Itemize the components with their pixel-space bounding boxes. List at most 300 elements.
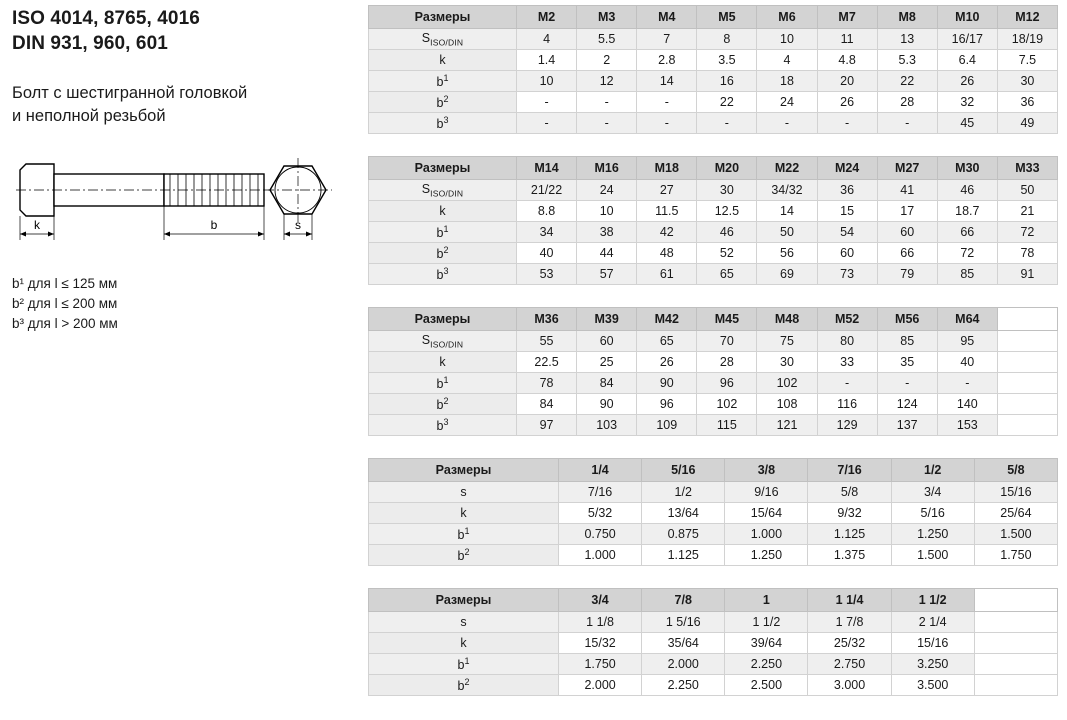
table-cell: 85 <box>877 331 937 352</box>
table-cell: 1.4 <box>517 50 577 71</box>
table-row <box>369 394 1058 415</box>
table-cell: 36 <box>817 180 877 201</box>
dimension-table-4 <box>368 458 1058 566</box>
table-cell: 12 <box>577 71 637 92</box>
row-header: $b^3$ <box>369 415 517 436</box>
table-cell: 1.125 <box>808 524 891 545</box>
footnotes <box>12 274 352 334</box>
column-header: 1 <box>725 589 808 612</box>
table-cell: 65 <box>637 331 697 352</box>
row-header: s <box>369 482 559 503</box>
column-header: M27 <box>877 157 937 180</box>
table-cell: 55 <box>517 331 577 352</box>
table-cell: 26 <box>817 92 877 113</box>
table-cell: 4 <box>517 29 577 50</box>
table-cell: 26 <box>937 71 997 92</box>
table-cell: 30 <box>757 352 817 373</box>
table-cell: - <box>937 373 997 394</box>
column-header: M3 <box>577 6 637 29</box>
table-cell: 60 <box>577 331 637 352</box>
table-cell: 116 <box>817 394 877 415</box>
table-cell: 72 <box>997 222 1057 243</box>
table-row <box>369 331 1058 352</box>
dimension-table-3 <box>368 307 1058 436</box>
table-cell: 57 <box>577 264 637 285</box>
table-cell: 46 <box>937 180 997 201</box>
column-header <box>974 589 1057 612</box>
column-header: 1/4 <box>559 459 642 482</box>
row-header: $S_{ISO/DIN}$ <box>369 180 517 201</box>
k-arrow-left <box>20 232 26 237</box>
table-cell: 42 <box>637 222 697 243</box>
row-header: $b^2$ <box>369 394 517 415</box>
column-header: M10 <box>937 6 997 29</box>
b-arrow-left <box>164 232 170 237</box>
table-row <box>369 373 1058 394</box>
dimension-table-2 <box>368 156 1058 285</box>
table-cell: 5/8 <box>808 482 891 503</box>
table-cell: 33 <box>817 352 877 373</box>
table-row <box>369 675 1058 696</box>
table-row <box>369 612 1058 633</box>
footnote-b3: b³ для l > 200 мм <box>12 316 118 331</box>
table-cell: 13/64 <box>642 503 725 524</box>
table-cell: 95 <box>937 331 997 352</box>
table-cell: 1.750 <box>559 654 642 675</box>
table-cell: 56 <box>757 243 817 264</box>
row-header: $b^3$ <box>369 113 517 134</box>
table-cell: 28 <box>877 92 937 113</box>
bolt-drawing-svg <box>12 150 342 250</box>
table-cell: 22 <box>877 71 937 92</box>
table-cell: 10 <box>757 29 817 50</box>
table-cell: 4.8 <box>817 50 877 71</box>
row-header: $b^3$ <box>369 264 517 285</box>
table-cell: 35/64 <box>642 633 725 654</box>
table-cell: 72 <box>937 243 997 264</box>
table-cell: 1.250 <box>891 524 974 545</box>
column-header: M45 <box>697 308 757 331</box>
row-header: k <box>369 50 517 71</box>
row-header: $b^1$ <box>369 373 517 394</box>
table-cell: 17 <box>877 201 937 222</box>
table-row <box>369 180 1058 201</box>
table-cell: 102 <box>757 373 817 394</box>
table-row <box>369 352 1058 373</box>
row-header: $b^2$ <box>369 243 517 264</box>
table-cell: 53 <box>517 264 577 285</box>
table-row <box>369 113 1058 134</box>
row-header: $b^1$ <box>369 71 517 92</box>
table-cell: 32 <box>937 92 997 113</box>
table-cell: 14 <box>757 201 817 222</box>
table-cell: 34/32 <box>757 180 817 201</box>
table-cell: 1.250 <box>725 545 808 566</box>
table-cell: 35 <box>877 352 937 373</box>
row-header: k <box>369 633 559 654</box>
table-cell: 7 <box>637 29 697 50</box>
table-cell: 49 <box>997 113 1057 134</box>
k-arrow-right <box>48 232 54 237</box>
table-cell: 96 <box>697 373 757 394</box>
table-cell <box>997 352 1057 373</box>
table-cell: 15/32 <box>559 633 642 654</box>
product-description-line-2: и неполной резьбой <box>12 107 166 125</box>
column-header: 5/8 <box>974 459 1057 482</box>
table-cell: 1/2 <box>642 482 725 503</box>
table-cell: 18/19 <box>997 29 1057 50</box>
table-cell: 11 <box>817 29 877 50</box>
table-cell: 129 <box>817 415 877 436</box>
table-cell: 9/32 <box>808 503 891 524</box>
table-cell: 15/16 <box>974 482 1057 503</box>
table-cell: 2 1/4 <box>891 612 974 633</box>
table-cell: 4 <box>757 50 817 71</box>
row-header: $b^2$ <box>369 545 559 566</box>
column-header: 3/8 <box>725 459 808 482</box>
column-header: M16 <box>577 157 637 180</box>
column-header: M12 <box>997 6 1057 29</box>
table-cell: 24 <box>757 92 817 113</box>
table-cell: 124 <box>877 394 937 415</box>
table-row <box>369 243 1058 264</box>
table-cell: 8 <box>697 29 757 50</box>
table-cell <box>974 654 1057 675</box>
row-header: $b^1$ <box>369 524 559 545</box>
row-header: $S_{ISO/DIN}$ <box>369 29 517 50</box>
table-cell: 13 <box>877 29 937 50</box>
table-cell: 45 <box>937 113 997 134</box>
table-cell: 2.250 <box>725 654 808 675</box>
table-cell: 26 <box>637 352 697 373</box>
table-cell: 78 <box>517 373 577 394</box>
table-corner-header: Размеры <box>369 459 559 482</box>
table-row <box>369 503 1058 524</box>
table-cell: 5/32 <box>559 503 642 524</box>
table-cell: 84 <box>517 394 577 415</box>
table-row <box>369 50 1058 71</box>
row-header: $b^2$ <box>369 675 559 696</box>
table-cell: 3.000 <box>808 675 891 696</box>
table-cell: 54 <box>817 222 877 243</box>
column-header: M64 <box>937 308 997 331</box>
table-cell: 15/16 <box>891 633 974 654</box>
table-cell: 22.5 <box>517 352 577 373</box>
table-corner-header: Размеры <box>369 308 517 331</box>
b-arrow-right <box>258 232 264 237</box>
table-cell: 97 <box>517 415 577 436</box>
table-cell: 60 <box>817 243 877 264</box>
table-cell: 16 <box>697 71 757 92</box>
table-cell: 0.875 <box>642 524 725 545</box>
table-cell: 11.5 <box>637 201 697 222</box>
table-cell: 103 <box>577 415 637 436</box>
table-cell: - <box>877 373 937 394</box>
table-cell: 1 5/16 <box>642 612 725 633</box>
table-cell: 21/22 <box>517 180 577 201</box>
table-row <box>369 201 1058 222</box>
table-cell: 2.750 <box>808 654 891 675</box>
table-cell: 39/64 <box>725 633 808 654</box>
row-header: $b^1$ <box>369 654 559 675</box>
table-cell: 5.3 <box>877 50 937 71</box>
table-cell: 5.5 <box>577 29 637 50</box>
column-header: 1 1/2 <box>891 589 974 612</box>
table-cell <box>997 331 1057 352</box>
column-header: M42 <box>637 308 697 331</box>
table-cell: 1 7/8 <box>808 612 891 633</box>
product-description <box>12 82 352 128</box>
column-header: M36 <box>517 308 577 331</box>
table-cell: 5/16 <box>891 503 974 524</box>
table-cell: 96 <box>637 394 697 415</box>
footnote-b1: b¹ для l ≤ 125 мм <box>12 276 118 291</box>
table-cell: 109 <box>637 415 697 436</box>
table-cell: 6.4 <box>937 50 997 71</box>
table-cell: 90 <box>637 373 697 394</box>
table-cell: 1.000 <box>559 545 642 566</box>
column-header: M7 <box>817 6 877 29</box>
table-cell: 75 <box>757 331 817 352</box>
table-cell: 1.750 <box>974 545 1057 566</box>
column-header: M30 <box>937 157 997 180</box>
table-cell: 137 <box>877 415 937 436</box>
table-row <box>369 92 1058 113</box>
table-cell: 91 <box>997 264 1057 285</box>
table-cell: 10 <box>517 71 577 92</box>
table-cell <box>974 633 1057 654</box>
table-cell <box>997 415 1057 436</box>
table-cell: 3/4 <box>891 482 974 503</box>
page-title-line-2: DIN 931, 960, 601 <box>12 33 168 54</box>
table-corner-header: Размеры <box>369 589 559 612</box>
table-row <box>369 524 1058 545</box>
column-header: 1 1/4 <box>808 589 891 612</box>
table-cell: 15 <box>817 201 877 222</box>
table-row <box>369 71 1058 92</box>
table-cell: 22 <box>697 92 757 113</box>
table-cell <box>997 373 1057 394</box>
table-corner-header: Размеры <box>369 157 517 180</box>
table-corner-header: Размеры <box>369 6 517 29</box>
table-cell: 2.8 <box>637 50 697 71</box>
table-cell: 41 <box>877 180 937 201</box>
table-cell: 1 1/8 <box>559 612 642 633</box>
column-header: 7/16 <box>808 459 891 482</box>
table-cell: 0.750 <box>559 524 642 545</box>
table-row <box>369 222 1058 243</box>
table-cell: 2.000 <box>642 654 725 675</box>
table-cell: 36 <box>997 92 1057 113</box>
table-cell: 69 <box>757 264 817 285</box>
table-cell: 115 <box>697 415 757 436</box>
table-cell: - <box>817 373 877 394</box>
table-cell: 60 <box>877 222 937 243</box>
table-cell: 38 <box>577 222 637 243</box>
table-cell: 25/64 <box>974 503 1057 524</box>
table-cell: 153 <box>937 415 997 436</box>
table-cell: 2.500 <box>725 675 808 696</box>
row-header: $b^1$ <box>369 222 517 243</box>
table-cell: - <box>577 113 637 134</box>
table-cell: 61 <box>637 264 697 285</box>
b-dimension-label: b <box>210 218 218 232</box>
table-cell: 140 <box>937 394 997 415</box>
table-cell: 65 <box>697 264 757 285</box>
table-row <box>369 633 1058 654</box>
column-header: 5/16 <box>642 459 725 482</box>
column-header: M48 <box>757 308 817 331</box>
table-cell: 84 <box>577 373 637 394</box>
s-dimension-label: s <box>295 218 301 232</box>
table-cell: 70 <box>697 331 757 352</box>
table-cell: 3.250 <box>891 654 974 675</box>
table-cell: - <box>517 113 577 134</box>
table-cell: 108 <box>757 394 817 415</box>
table-cell: 3.5 <box>697 50 757 71</box>
table-cell: 18.7 <box>937 201 997 222</box>
table-cell: 16/17 <box>937 29 997 50</box>
table-cell: 66 <box>877 243 937 264</box>
k-dimension-label: k <box>34 218 40 232</box>
table-cell: - <box>577 92 637 113</box>
table-cell: 9/16 <box>725 482 808 503</box>
column-header: M5 <box>697 6 757 29</box>
table-cell: 1.375 <box>808 545 891 566</box>
table-cell: 79 <box>877 264 937 285</box>
table-cell: 1 1/2 <box>725 612 808 633</box>
table-cell <box>974 612 1057 633</box>
table-cell: 102 <box>697 394 757 415</box>
table-cell: 28 <box>697 352 757 373</box>
dimension-tables <box>368 5 1058 718</box>
dimension-table-5 <box>368 588 1058 696</box>
table-cell: 121 <box>757 415 817 436</box>
table-row <box>369 545 1058 566</box>
column-header: M24 <box>817 157 877 180</box>
table-cell: 24 <box>577 180 637 201</box>
table-cell: 25 <box>577 352 637 373</box>
table-cell: 52 <box>697 243 757 264</box>
table-cell: 20 <box>817 71 877 92</box>
column-header: M6 <box>757 6 817 29</box>
table-cell: 46 <box>697 222 757 243</box>
column-header: M39 <box>577 308 637 331</box>
row-header: $S_{ISO/DIN}$ <box>369 331 517 352</box>
column-header: M22 <box>757 157 817 180</box>
row-header: k <box>369 352 517 373</box>
column-header: M4 <box>637 6 697 29</box>
table-cell: - <box>697 113 757 134</box>
table-cell: 1.500 <box>891 545 974 566</box>
column-header: 7/8 <box>642 589 725 612</box>
table-cell <box>974 675 1057 696</box>
table-cell: 30 <box>697 180 757 201</box>
table-cell: 2 <box>577 50 637 71</box>
footnote-b2: b² для l ≤ 200 мм <box>12 296 118 311</box>
table-cell: 1.500 <box>974 524 1057 545</box>
table-cell: 90 <box>577 394 637 415</box>
left-panel <box>12 6 352 334</box>
row-header: s <box>369 612 559 633</box>
table-cell: - <box>817 113 877 134</box>
column-header: M14 <box>517 157 577 180</box>
table-row <box>369 654 1058 675</box>
table-row <box>369 482 1058 503</box>
row-header: $b^2$ <box>369 92 517 113</box>
table-row <box>369 29 1058 50</box>
table-cell: 1.125 <box>642 545 725 566</box>
column-header: M2 <box>517 6 577 29</box>
column-header <box>997 308 1057 331</box>
table-cell: 78 <box>997 243 1057 264</box>
dimension-table-1 <box>368 5 1058 134</box>
column-header: M8 <box>877 6 937 29</box>
table-cell: 1.000 <box>725 524 808 545</box>
table-row <box>369 415 1058 436</box>
table-cell: 66 <box>937 222 997 243</box>
column-header: 1/2 <box>891 459 974 482</box>
table-cell: 7/16 <box>559 482 642 503</box>
column-header: M33 <box>997 157 1057 180</box>
table-cell <box>997 394 1057 415</box>
table-cell: 21 <box>997 201 1057 222</box>
page-title-line-1: ISO 4014, 8765, 4016 <box>12 8 200 29</box>
column-header: M18 <box>637 157 697 180</box>
bolt-technical-drawing <box>12 150 352 248</box>
table-cell: 12.5 <box>697 201 757 222</box>
table-cell: 8.8 <box>517 201 577 222</box>
table-cell: 34 <box>517 222 577 243</box>
table-cell: 2.000 <box>559 675 642 696</box>
table-cell: 10 <box>577 201 637 222</box>
table-cell: - <box>637 92 697 113</box>
column-header: M20 <box>697 157 757 180</box>
table-cell: 40 <box>937 352 997 373</box>
product-description-line-1: Болт с шестигранной головкой <box>12 84 248 102</box>
table-cell: 27 <box>637 180 697 201</box>
column-header: M56 <box>877 308 937 331</box>
table-cell: 14 <box>637 71 697 92</box>
row-header: k <box>369 503 559 524</box>
table-cell: 48 <box>637 243 697 264</box>
row-header: k <box>369 201 517 222</box>
table-cell: 7.5 <box>997 50 1057 71</box>
table-cell: 3.500 <box>891 675 974 696</box>
table-cell: 18 <box>757 71 817 92</box>
table-row <box>369 264 1058 285</box>
table-cell: 80 <box>817 331 877 352</box>
s-arrow-right <box>306 232 312 237</box>
table-cell: 2.250 <box>642 675 725 696</box>
table-cell: 73 <box>817 264 877 285</box>
table-cell: 15/64 <box>725 503 808 524</box>
table-cell: 85 <box>937 264 997 285</box>
table-cell: 50 <box>997 180 1057 201</box>
table-cell: 44 <box>577 243 637 264</box>
table-cell: 50 <box>757 222 817 243</box>
s-arrow-left <box>284 232 290 237</box>
table-cell: 30 <box>997 71 1057 92</box>
table-cell: 40 <box>517 243 577 264</box>
column-header: M52 <box>817 308 877 331</box>
table-cell: - <box>517 92 577 113</box>
table-cell: 25/32 <box>808 633 891 654</box>
table-cell: - <box>757 113 817 134</box>
column-header: 3/4 <box>559 589 642 612</box>
table-cell: - <box>877 113 937 134</box>
table-cell: - <box>637 113 697 134</box>
